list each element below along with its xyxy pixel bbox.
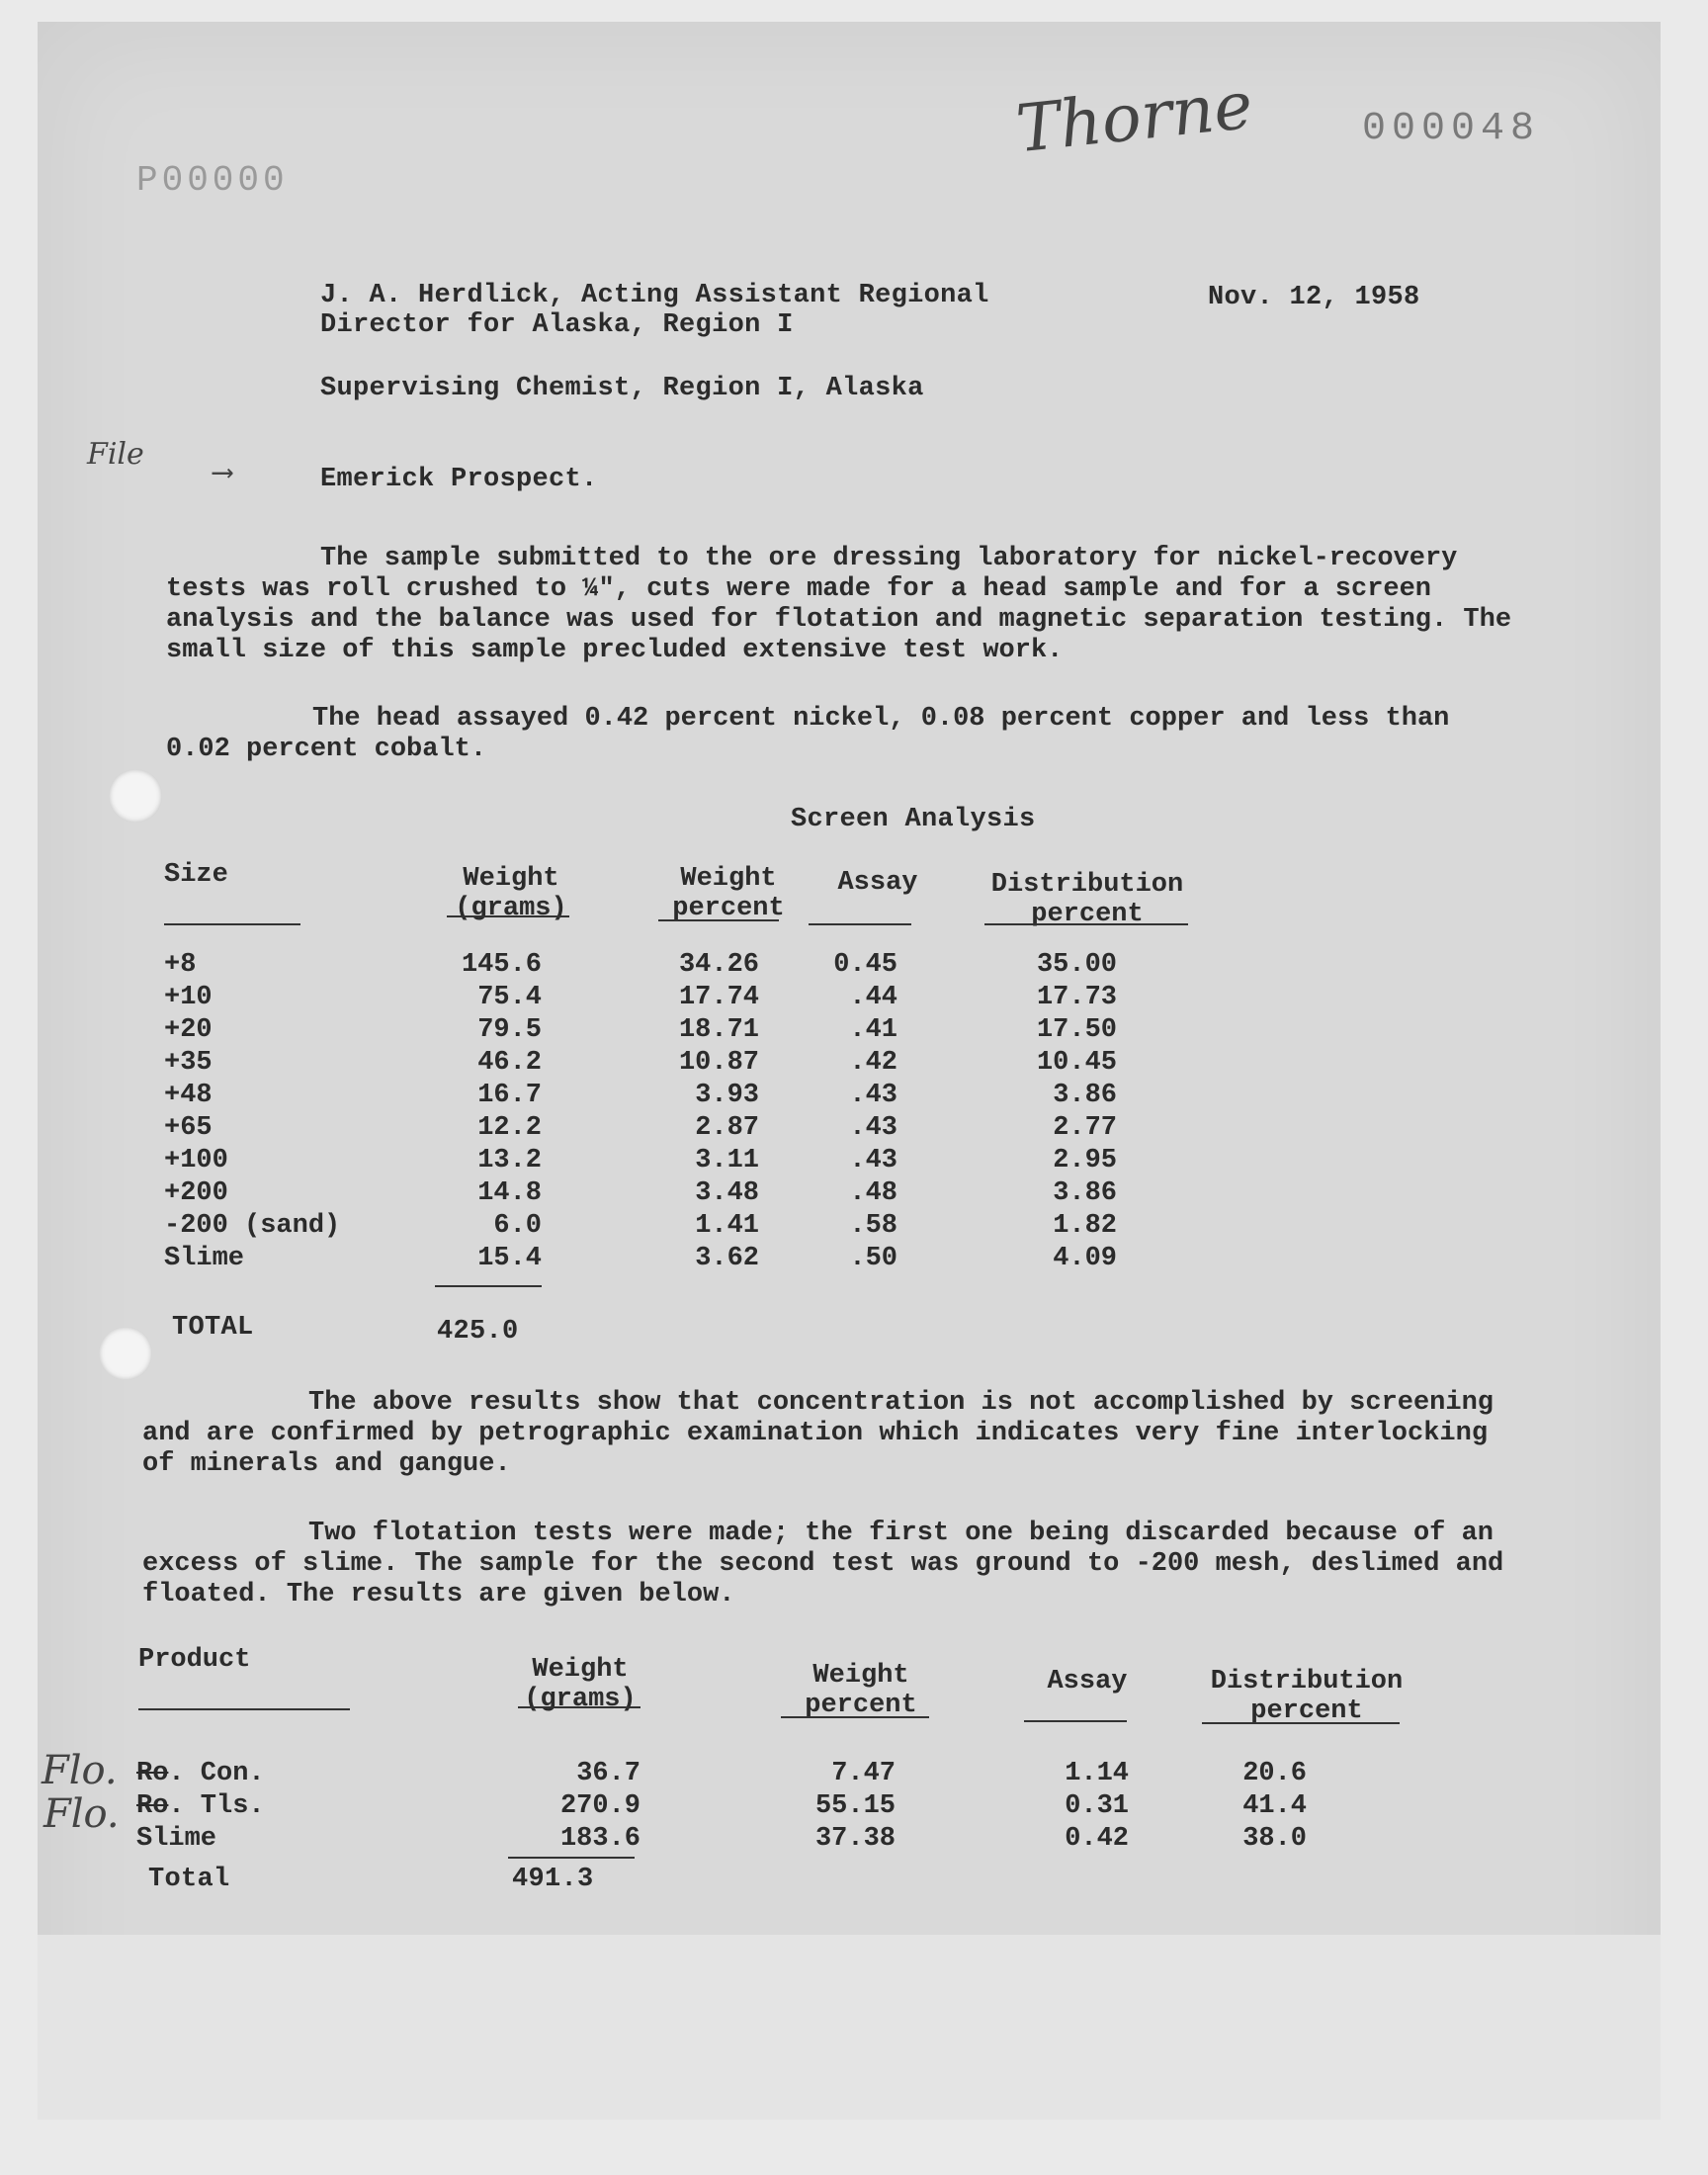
cell-assay: .43 (849, 1146, 897, 1175)
cell-weight-percent: 10.87 (678, 1048, 759, 1078)
cell-product (136, 1823, 536, 1856)
col-header-weight-percent: Weight percent (672, 864, 785, 923)
signature-handwritten: Thorne (1012, 66, 1256, 168)
cell-size: +100 (164, 1146, 228, 1175)
struck-prefix: Ro (136, 1791, 169, 1821)
cell-weight-grams: 6.0 (493, 1211, 542, 1241)
cell-weight-grams: 270.9 (559, 1791, 640, 1821)
cell-weight-grams: 36.7 (576, 1759, 640, 1788)
cell-weight-percent: 3.11 (695, 1146, 759, 1175)
cell-product (136, 1758, 536, 1790)
cell-weight-percent: 55.15 (814, 1791, 896, 1821)
cell-size: +48 (164, 1081, 213, 1110)
cell-weight-grams: 14.8 (477, 1178, 542, 1208)
cell-weight-grams: 15.4 (477, 1244, 542, 1273)
cell-size: +10 (164, 983, 213, 1012)
col-header-assay: Assay (837, 868, 918, 898)
page-bottom-margin (38, 1935, 1661, 2120)
cell-size: +200 (164, 1178, 228, 1208)
flotation-table (136, 1758, 1307, 1856)
rule-grams-subtotal (435, 1285, 542, 1287)
punch-hole-upper (109, 769, 162, 823)
cell-weight-percent: 37.38 (814, 1824, 896, 1854)
table-row (136, 1758, 1307, 1790)
cell-weight-grams: 16.7 (477, 1081, 542, 1110)
document-number-stamp: 000048 (1362, 107, 1541, 151)
flo-rule-distribution (1202, 1722, 1400, 1724)
cell-weight-percent: 18.71 (678, 1015, 759, 1045)
cell-assay: .43 (849, 1113, 897, 1143)
cell-weight-percent: 34.26 (678, 950, 759, 980)
cell-distribution: 2.77 (1053, 1113, 1117, 1143)
rule-weight-grams (447, 915, 569, 917)
cell-assay: .58 (849, 1211, 897, 1241)
punch-hole-lower (99, 1327, 152, 1380)
table-row (136, 1823, 1307, 1856)
file-note-handwritten: File (87, 437, 144, 472)
cell-assay: 1.14 (1065, 1759, 1129, 1788)
cell-product (136, 1790, 536, 1823)
cell-weight-grams: 183.6 (559, 1824, 640, 1854)
flo-header-weight-percent: Weight percent (805, 1661, 917, 1720)
handwritten-flo-1: Flo. (42, 1748, 118, 1793)
flo-header-assay: Assay (1047, 1667, 1128, 1696)
screen-total-value: 425.0 (437, 1317, 519, 1347)
flo-rule-product (138, 1708, 350, 1710)
cell-assay: 0.42 (1065, 1824, 1129, 1854)
cell-weight-grams: 145.6 (461, 950, 542, 980)
cell-weight-percent: 3.48 (695, 1178, 759, 1208)
cell-assay: .41 (849, 1015, 897, 1045)
table-row (164, 1177, 1117, 1210)
cell-assay: .42 (849, 1048, 897, 1078)
table-row (164, 1145, 1117, 1177)
flo-rule-grams-subtotal (508, 1857, 635, 1859)
cell-size: +35 (164, 1048, 213, 1078)
table-row (164, 1112, 1117, 1145)
flo-total-value: 491.3 (512, 1865, 594, 1894)
document-page (38, 22, 1661, 2120)
struck-prefix: Ro (136, 1759, 169, 1788)
cell-distribution: 17.73 (1036, 983, 1117, 1012)
rule-distribution (984, 923, 1188, 925)
table-row (164, 1210, 1117, 1243)
table-row (136, 1790, 1307, 1823)
rule-assay (809, 923, 911, 925)
rule-size (164, 923, 300, 925)
paragraph-flotation-tests: Two flotation tests were made; the first one being discarded because of an excess of slime. The sample for the second test was ground to -200 mesh, deslimed and floated. The results are given below. (142, 1519, 1504, 1610)
flo-total-label: Total (148, 1865, 230, 1894)
cell-distribution: 41.4 (1242, 1791, 1307, 1821)
cell-size: +20 (164, 1015, 213, 1045)
faint-number-stamp: P00000 (136, 160, 289, 201)
cell-distribution: 20.6 (1242, 1759, 1307, 1788)
cell-weight-grams: 75.4 (477, 983, 542, 1012)
cell-weight-grams: 12.2 (477, 1113, 542, 1143)
flo-header-distribution: Distribution percent (1210, 1667, 1404, 1726)
col-header-size: Size (164, 860, 228, 890)
flo-rule-assay (1024, 1720, 1127, 1722)
cell-size: +8 (164, 950, 197, 980)
cell-distribution: 35.00 (1036, 950, 1117, 980)
arrow-mark: ⟶ (214, 458, 232, 491)
paragraph-screening-results: The above results show that concentration is not accomplished by screening and are confirmed by petrographic examination which indicates very fine interlocking of minerals and gangue. (142, 1388, 1494, 1479)
product-label: . Con. (168, 1759, 265, 1788)
flo-rule-weight-percent (781, 1716, 929, 1718)
screen-analysis-title: Screen Analysis (791, 805, 1036, 834)
memo-date: Nov. 12, 1958 (1208, 283, 1420, 312)
cell-distribution: 3.86 (1053, 1081, 1117, 1110)
cell-distribution: 1.82 (1053, 1211, 1117, 1241)
recipient-line-2: Director for Alaska, Region I (320, 310, 794, 340)
flo-header-weight-grams: Weight (grams) (524, 1655, 637, 1714)
cell-weight-percent: 3.93 (695, 1081, 759, 1110)
cell-weight-grams: 46.2 (477, 1048, 542, 1078)
rule-weight-percent (658, 919, 779, 921)
cell-weight-percent: 3.62 (695, 1244, 759, 1273)
col-header-distribution: Distribution percent (990, 870, 1184, 929)
table-row (164, 982, 1117, 1014)
flo-rule-weight-grams (518, 1706, 640, 1708)
flo-header-product: Product (138, 1645, 251, 1675)
handwritten-flo-2: Flo. (43, 1791, 120, 1837)
subject-line: Emerick Prospect. (320, 465, 598, 494)
screen-analysis-table (164, 949, 1117, 1275)
cell-weight-percent: 2.87 (695, 1113, 759, 1143)
cell-distribution: 17.50 (1036, 1015, 1117, 1045)
table-row (164, 949, 1117, 982)
table-row (164, 1243, 1117, 1275)
recipient-line-1: J. A. Herdlick, Acting Assistant Regional (320, 281, 989, 310)
cell-distribution: 3.86 (1053, 1178, 1117, 1208)
cell-size: Slime (164, 1244, 245, 1273)
cell-weight-percent: 7.47 (831, 1759, 896, 1788)
cell-assay: 0.31 (1065, 1791, 1129, 1821)
cell-distribution: 4.09 (1053, 1244, 1117, 1273)
table-row (164, 1014, 1117, 1047)
paragraph-sample-description: The sample submitted to the ore dressing laboratory for nickel-recovery tests was roll crushed to ¼", cuts were made for a head sample and for a screen analysis and the balance was used for flotation and magnetic separation testing. The small size of this sample precluded extensive test work. (166, 544, 1512, 665)
cell-distribution: 38.0 (1242, 1824, 1307, 1854)
table-row (164, 1080, 1117, 1112)
cell-assay: .43 (849, 1081, 897, 1110)
cell-weight-percent: 1.41 (695, 1211, 759, 1241)
cell-assay: .44 (849, 983, 897, 1012)
table-row (164, 1047, 1117, 1080)
cell-assay: 0.45 (833, 950, 897, 980)
paragraph-head-assay: The head assayed 0.42 percent nickel, 0.08 percent copper and less than 0.02 percent cobalt. (166, 704, 1450, 764)
col-header-weight-grams: Weight (grams) (455, 864, 567, 923)
cell-size: -200 (sand) (164, 1211, 341, 1241)
cell-weight-grams: 79.5 (477, 1015, 542, 1045)
cell-distribution: 2.95 (1053, 1146, 1117, 1175)
cell-weight-percent: 17.74 (678, 983, 759, 1012)
product-label: Slime (136, 1824, 217, 1854)
cell-assay: .50 (849, 1244, 897, 1273)
screen-total-label: TOTAL (172, 1313, 254, 1343)
sender-line: Supervising Chemist, Region I, Alaska (320, 374, 924, 403)
product-label: . Tls. (168, 1791, 265, 1821)
cell-distribution: 10.45 (1036, 1048, 1117, 1078)
cell-weight-grams: 13.2 (477, 1146, 542, 1175)
cell-size: +65 (164, 1113, 213, 1143)
cell-assay: .48 (849, 1178, 897, 1208)
